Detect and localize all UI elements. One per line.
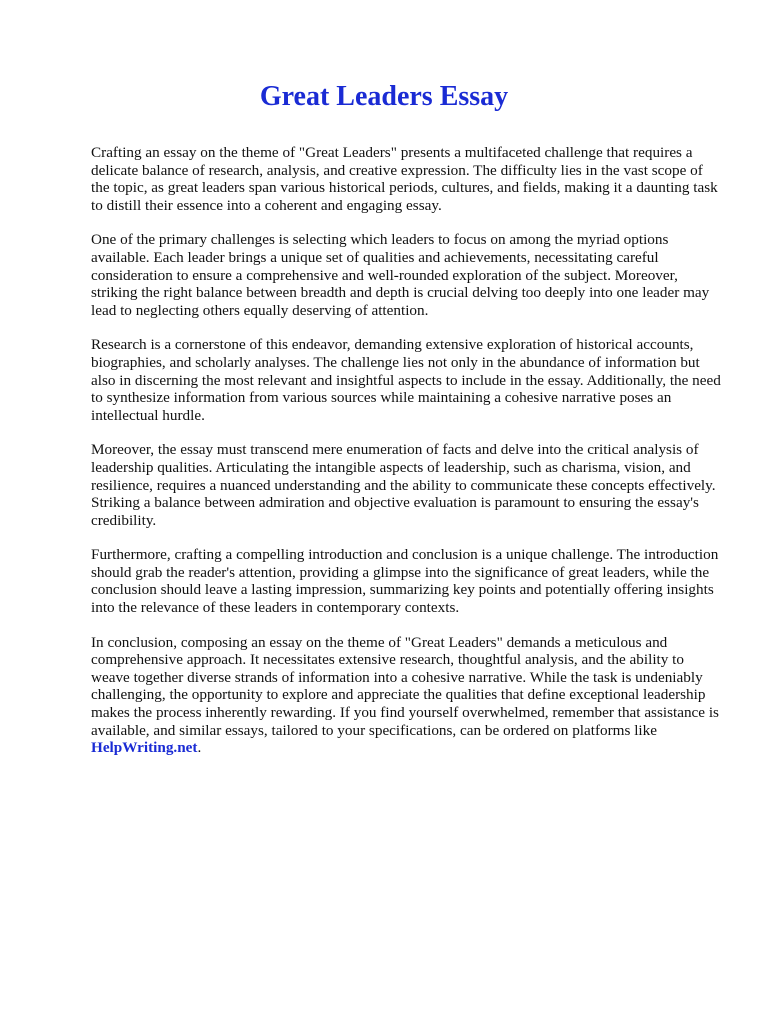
helpwriting-link[interactable]: HelpWriting.net — [91, 739, 198, 757]
paragraph-6-suffix: . — [197, 739, 202, 757]
paragraph-1: Crafting an essay on the theme of "Great Leaders" presents a multifaceted challenge that requires a delicate balance of research, analysis, and creative expression. The difficulty lies in the vast scope of the topic, as great leaders span various historical periods, cultures, and fields, making it a daunting task to distill their essence into a coherent and engaging essay. — [91, 144, 718, 214]
paragraph-6 — [91, 634, 721, 757]
paragraph-6-text: In conclusion, composing an essay on the theme of "Great Leaders" demands a meticulous and comprehensive approach. It necessitates extensive research, thoughtful analysis, and the ability to weave together diverse strands of information into a cohesive narrative. While the task is undeniably challenging, the opportunity to explore and appreciate the qualities that define exceptional leadership makes the process inherently rewarding. If you find yourself overwhelmed, remember that assistance is available, and similar essays, tailored to your specifications, can be ordered on platforms like — [91, 633, 719, 739]
paragraph-3: Research is a cornerstone of this endeavor, demanding extensive exploration of historical accounts, biographies, and scholarly analyses. The challenge lies not only in the abundance of information but also in discerning the most relevant and insightful aspects to include in the essay. Additionally, the need to synthesize information from various sources while maintaining a cohesive narrative poses an intellectual hurdle. — [91, 336, 721, 424]
paragraph-4: Moreover, the essay must transcend mere enumeration of facts and delve into the critical analysis of leadership qualities. Articulating the intangible aspects of leadership, such as charisma, vision, and resilience, requires a nuanced understanding and the ability to communicate these concepts effectively. Striking a balance between admiration and objective evaluation is paramount to ensuring the essay's credibility. — [91, 441, 716, 529]
essay-body — [91, 144, 721, 774]
page-title: Great Leaders Essay — [259, 81, 509, 112]
paragraph-2: One of the primary challenges is selecting which leaders to focus on among the myriad options available. Each leader brings a unique set of qualities and achievements, necessitating careful consideration to ensure a comprehensive and well-rounded exploration of the subject. Moreover, striking the right balance between breadth and depth is crucial delving too deeply into one leader may lead to neglecting others equally deserving of attention. — [91, 231, 710, 319]
paragraph-5: Furthermore, crafting a compelling introduction and conclusion is a unique challenge. The introduction should grab the reader's attention, providing a glimpse into the significance of great leaders, while the conclusion should leave a lasting impression, summarizing key points and potentially offering insights into the relevance of these leaders in contemporary contexts. — [91, 546, 719, 617]
